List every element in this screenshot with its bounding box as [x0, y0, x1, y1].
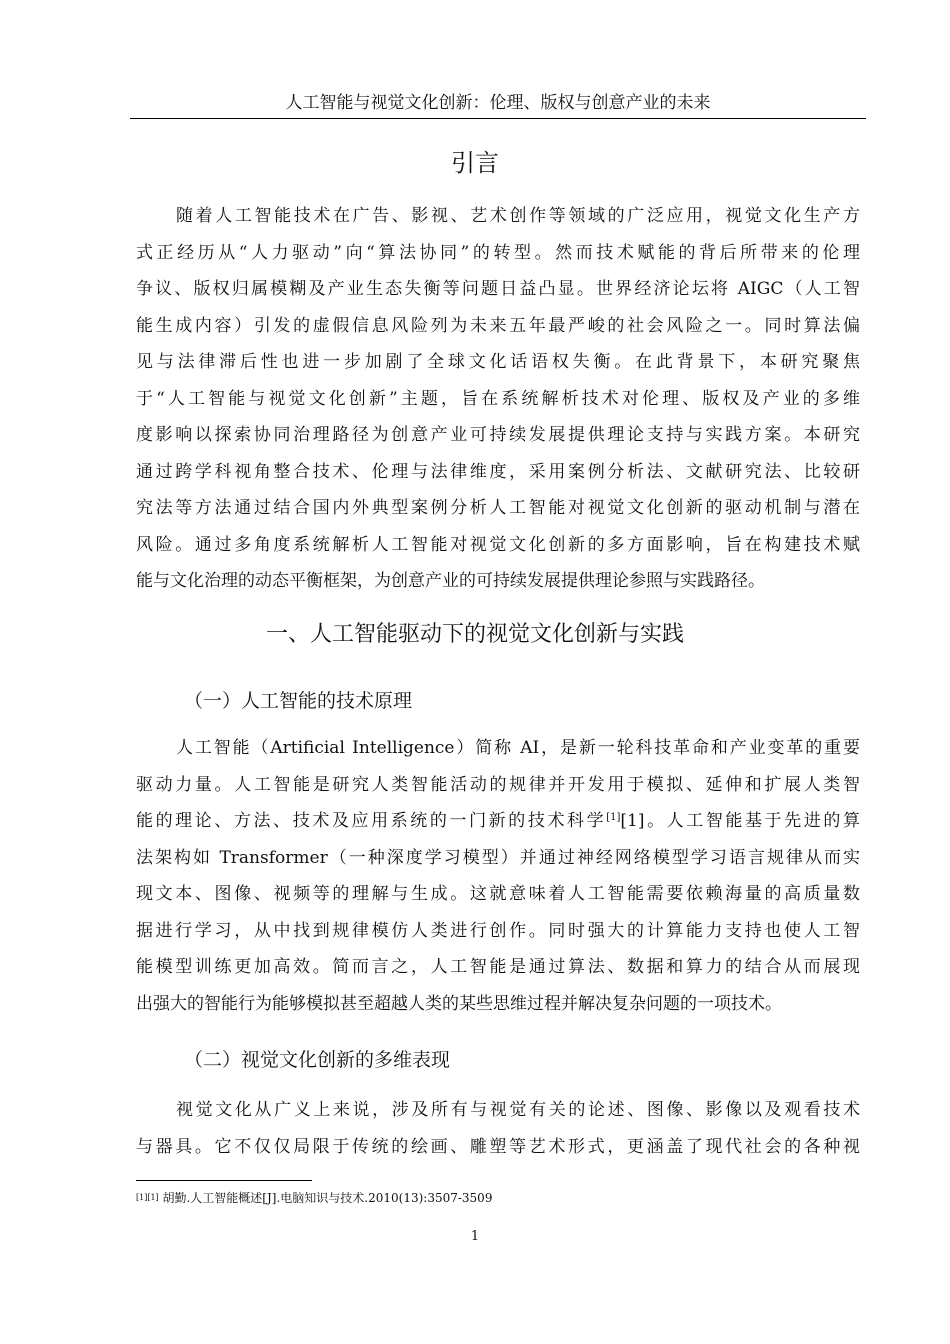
footnote-marker: [1][1]: [136, 1193, 159, 1202]
paragraph-line: 现文本、图像、视频等的理解与生成。这就意味着人工智能需要依赖海量的高质量数: [136, 884, 860, 904]
ai-principle-paragraph: [136, 730, 860, 1022]
paragraph-line: 度影响以探索协同治理路径为创意产业可持续发展提供理论支持与实践方案。本研究: [136, 425, 860, 445]
paragraph-line: 出强大的智能行为能够模拟甚至超越人类的某些思维过程并解决复杂问题的一项技术。: [136, 993, 782, 1014]
paragraph-line: 随着人工智能技术在广告、影视、艺术创作等领域的广泛应用，视觉文化生产方: [176, 206, 860, 226]
running-header: 人工智能与视觉文化创新：伦理、版权与创意产业的未来: [130, 92, 866, 119]
paragraph-line-tail: [1]。人工智能基于先进的算: [620, 811, 860, 831]
paragraph-line: 风险。通过多角度系统解析人工智能对视觉文化创新的多方面影响，旨在构建技术赋: [136, 534, 860, 555]
paragraph-line: 视觉文化从广义上来说，涉及所有与视觉有关的论述、图像、影像以及观看技术: [176, 1100, 860, 1120]
intro-paragraph: [136, 198, 860, 600]
page-number: 1: [470, 1229, 480, 1244]
paragraph-line: 与器具。它不仅仅局限于传统的绘画、雕塑等艺术形式，更涵盖了现代社会的各种视: [136, 1136, 860, 1157]
paragraph-line: 争议、版权归属模糊及产业生态失衡等问题日益凸显。世界经济论坛将 AIGC（人工智: [136, 279, 860, 299]
paragraph-line: 能生成内容）引发的虚假信息风险列为未来五年最严峻的社会风险之一。同时算法偏: [136, 315, 860, 336]
paragraph-line: 法架构如 Transformer（一种深度学习模型）并通过神经网络模型学习语言规律从而实: [136, 847, 860, 868]
paragraph-line: 通过跨学科视角整合技术、伦理与法律维度，采用案例分析法、文献研究法、比较研: [136, 461, 860, 482]
subsection-heading: （二）视觉文化创新的多维表现: [184, 1049, 451, 1071]
paragraph-line: [136, 803, 860, 840]
section-heading: 一、人工智能驱动下的视觉文化创新与实践: [265, 622, 684, 647]
footnote-text: 胡勤.人工智能概述[J].电脑知识与技术.2010(13):3507-3509: [158, 1191, 493, 1205]
paragraph-line: 据进行学习，从中找到规律模仿人类进行创作。同时强大的计算能力支持也使人工智: [136, 920, 860, 941]
visual-culture-paragraph: [136, 1092, 860, 1165]
footnote-separator: [136, 1180, 312, 1181]
paragraph-line: 人工智能（Artificial Intelligence）简称 AI，是新一轮科技革命和产业变革的重要: [176, 738, 860, 758]
paragraph-line: 式正经历从“人力驱动”向“算法协同”的转型。然而技术赋能的背后所带来的伦理: [136, 242, 860, 263]
paragraph-line: 于“人工智能与视觉文化创新”主题，旨在系统解析技术对伦理、版权及产业的多维: [136, 388, 860, 409]
footnote: [136, 1190, 492, 1206]
intro-heading: 引言: [451, 149, 499, 177]
paragraph-line: 见与法律滞后性也进一步加剧了全球文化话语权失衡。在此背景下，本研究聚焦: [136, 352, 860, 372]
subsection-heading: （一）人工智能的技术原理: [184, 690, 413, 712]
paragraph-line: 驱动力量。人工智能是研究人类智能活动的规律并开发用于模拟、延伸和扩展人类智: [136, 774, 860, 795]
paragraph-line-text: 能的理论、方法、技术及应用系统的一门新的技术科学: [136, 811, 607, 831]
footnote-reference[interactable]: [1]: [606, 812, 621, 823]
paragraph-line: 能模型训练更加高效。简而言之，人工智能是通过算法、数据和算力的结合从而展现: [136, 957, 860, 977]
paragraph-line: 能与文化治理的动态平衡框架，为创意产业的可持续发展提供理论参照与实践路径。: [136, 571, 765, 591]
paragraph-line: 究法等方法通过结合国内外典型案例分析人工智能对视觉文化创新的驱动机制与潜在: [136, 498, 860, 518]
